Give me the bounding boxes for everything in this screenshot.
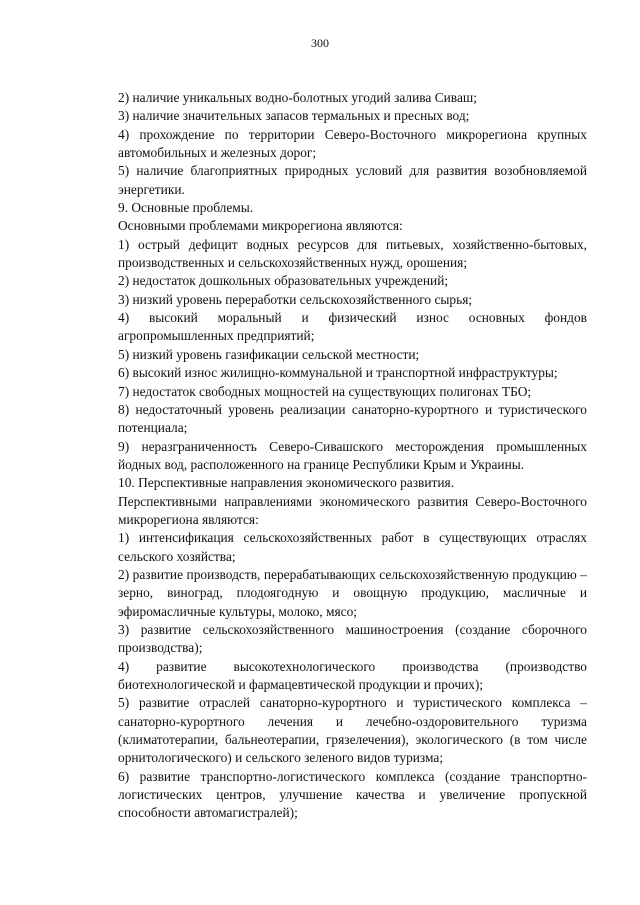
paragraph-direction-5: 5) развитие отраслей санаторно-курортного и туристического комплекса – санаторно-курортного лечения и лечебно-оздоровительного туризма (климатотерапии, бальнеотерапии, грязелечения), экологического (в том числе орнитологического) и сельского зеленого видов туризма; bbox=[118, 695, 587, 766]
document-body bbox=[118, 89, 587, 823]
section-heading-directions: 10. Перспективные направления экономического развития. bbox=[118, 475, 455, 491]
paragraph-direction-3: 3) развитие сельскохозяйственного машиностроения (создание сборочного производства); bbox=[118, 621, 587, 656]
paragraph-problem-3: 3) низкий уровень переработки сельскохозяйственного сырья; bbox=[118, 291, 473, 307]
paragraph-advantage-5: 5) наличие благоприятных природных условий для развития возобновляемой энергетики. bbox=[118, 163, 587, 197]
paragraph-advantage-2: 2) наличие уникальных водно-болотных угодий залива Сиваш; bbox=[118, 90, 477, 105]
paragraph-direction-4: 4) развитие высокотехнологического производства (производство биотехнологической и фармацевтической продукции и прочих); bbox=[118, 658, 587, 692]
paragraph-problem-5: 5) низкий уровень газификации сельской местности; bbox=[118, 346, 420, 362]
page-number: 300 bbox=[311, 36, 329, 50]
paragraph-problems-intro: Основными проблемами микрорегиона являются: bbox=[118, 218, 403, 234]
paragraph-direction-6: 6) развитие транспортно-логистического комплекса (создание транспортно-логистических центров, улучшение качества и увеличение пропускной способности автомагистралей); bbox=[118, 768, 587, 821]
paragraph-advantage-4: 4) прохождение по территории Северо-Восточного микрорегиона крупных автомобильных и железных дорог; bbox=[118, 126, 587, 161]
paragraph-problem-6: 6) высокий износ жилищно-коммунальной и транспортной инфраструктуры; bbox=[118, 365, 558, 381]
paragraph-directions-intro: Перспективными направлениями экономического развития Северо-Восточного микрорегиона являются: bbox=[118, 493, 587, 527]
paragraph-advantage-3: 3) наличие значительных запасов термальных и пресных вод; bbox=[118, 108, 470, 124]
paragraph-problem-1: 1) острый дефицит водных ресурсов для питьевых, хозяйственно-бытовых, производственных и сельскохозяйственных нужд, орошения; bbox=[118, 236, 587, 271]
paragraph-problem-8: 8) недостаточный уровень реализации санаторно-курортного и туристического потенциала; bbox=[118, 401, 587, 436]
section-heading-problems: 9. Основные проблемы. bbox=[118, 200, 254, 216]
paragraph-direction-2: 2) развитие производств, перерабатывающих сельскохозяйственную продукцию – зерно, виноград, плодоягодную и овощную продукцию, масличные и эфиромасличные культуры, молоко, мясо; bbox=[118, 566, 587, 619]
paragraph-direction-1: 1) интенсификация сельскохозяйственных работ в существующих отраслях сельского хозяйства; bbox=[118, 530, 587, 564]
paragraph-problem-2: 2) недостаток дошкольных образовательных учреждений; bbox=[118, 273, 449, 289]
paragraph-problem-9: 9) неразграниченность Северо-Сивашского месторождения промышленных йодных вод, расположенного на границе Республики Крым и Украины. bbox=[118, 438, 587, 472]
paragraph-problem-4: 4) высокий моральный и физический износ основных фондов агропромышленных предприятий; bbox=[118, 310, 587, 344]
paragraph-problem-7: 7) недостаток свободных мощностей на существующих полигонах ТБО; bbox=[118, 383, 532, 399]
